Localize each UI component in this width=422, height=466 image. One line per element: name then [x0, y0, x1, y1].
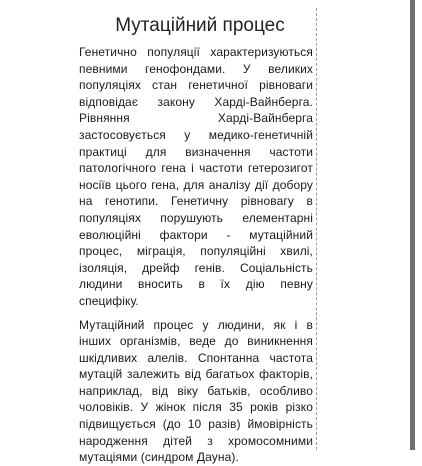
page-title: Мутаційний процес	[115, 15, 285, 36]
paragraph-2: Мутаційний процес у людини, як і в інших організмів, веде до виникнення шкідливих алелів. Спонтанна частота мутацій залежить від багатьох факторів, наприклад, від віку батьків, особливо чоловіків. У жінок після 35 років різко підвищується (до 10 разів) ймовірність народження дітей з хромосомними мутаціями (синдром Дауна).	[79, 317, 313, 465]
scrollbar-thumb[interactable]	[410, 0, 415, 450]
page-edge-divider	[316, 8, 317, 450]
paragraph-1: Генетично популяції характеризуються певними генофондами. У великих популяціях стан генетичної рівноваги відповідає закону Харді-Вайнберга. Рівняння Харді-Вайнберга застосовується у медико-генетичній практиці для визначення частоти патологічного гена і частоти гетерозигот носіїв цього гена, для аналізу дії добору на генотипи. Генетичну рівновагу в популяціях порушують елементарні еволюційні фактори - мутаційний процес, міграція, популяційні хвилі, ізоляція, дрейф генів. Соціальність людини вносить в їх дію певну специфіку.	[79, 45, 313, 308]
document-body	[79, 44, 313, 465]
